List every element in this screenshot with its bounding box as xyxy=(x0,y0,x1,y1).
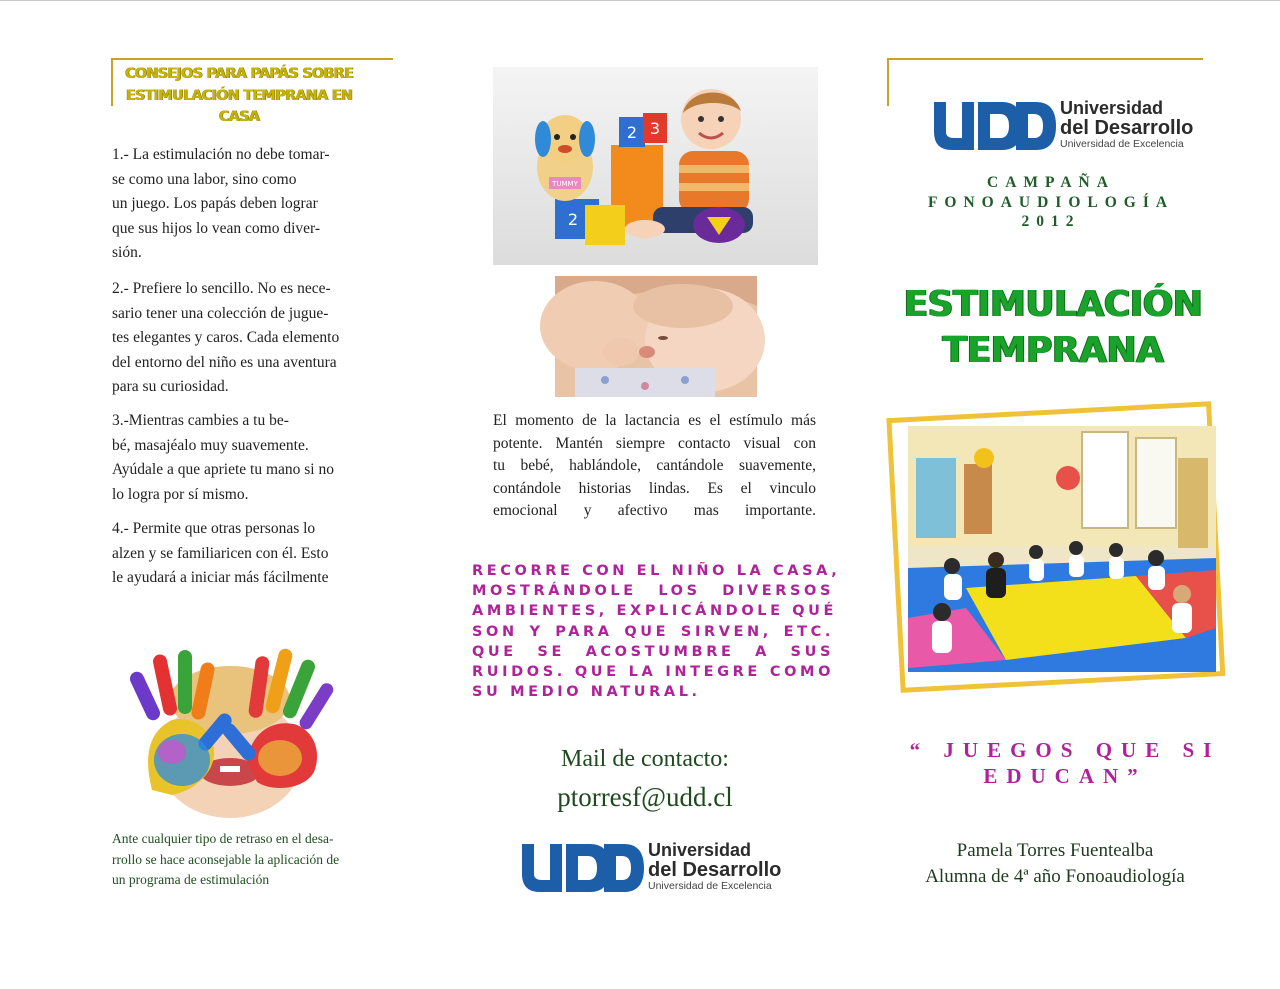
callout-line: RUIDOS. QUE LA INTEGRE COMO xyxy=(472,664,834,681)
tip-line: le ayudará a iniciar más fácilmente xyxy=(112,569,329,587)
tip-line: Ayúdale a que apriete tu mano si no xyxy=(112,461,334,479)
campaign-line: CAMPAÑA xyxy=(987,174,1115,191)
tips-heading-line: CONSEJOS PARA PAPÁS SOBRE xyxy=(124,66,354,82)
callout-line: AMBIENTES, EXPLICÁNDOLE QUÉ xyxy=(472,603,838,620)
callout-line: SU MEDIO NATURAL. xyxy=(472,684,701,701)
tip-line: sario tener una colección de jugue- xyxy=(112,304,329,322)
campaign-label xyxy=(905,173,1197,232)
tip-line: sión. xyxy=(112,244,142,262)
caption-line: un programa de estimulación xyxy=(112,872,270,887)
breastfeeding-photo xyxy=(555,276,757,397)
tip-line: 1.- La estimulación no debe tomar- xyxy=(112,146,330,163)
classroom-photo xyxy=(886,398,1228,702)
paragraph-line: tu bebé, hablándole, cantándole suavemente, xyxy=(493,457,816,475)
tip-2 xyxy=(112,277,368,400)
slogan-line: EDUCAN” xyxy=(983,764,1147,788)
slogan-line: “ JUEGOS QUE SI xyxy=(909,738,1221,762)
toy-block-number: 2 xyxy=(567,210,579,229)
tip-line: 4.- Permite que otras personas lo xyxy=(112,520,316,537)
paragraph-line: El momento de la lactancia es el estímulo más xyxy=(493,412,816,429)
tip-line: 2.- Prefiere lo sencillo. No es nece- xyxy=(112,280,331,297)
toy-tag-text: TUMMY xyxy=(552,180,578,188)
tips-heading-line: ESTIMULACIÓN TEMPRANA EN xyxy=(125,87,353,104)
udd-logo-mark xyxy=(520,838,782,894)
baby-toys-photo xyxy=(493,67,818,265)
callout-line: SON Y PARA QUE SIRVEN, ETC. xyxy=(472,623,834,640)
main-title xyxy=(880,282,1226,374)
tip-4 xyxy=(112,517,368,591)
tip-line: que sus hijos lo vean como diver- xyxy=(112,219,321,237)
tip-line: un juego. Los papás deben lograr xyxy=(112,195,318,213)
tip-line: alzen y se familiaricen con él. Esto xyxy=(112,544,329,562)
tip-line: bé, masajéalo muy suavemente. xyxy=(112,436,309,454)
paragraph-line: contándole historias lindas. Es el vinculo xyxy=(493,479,816,497)
recorre-callout xyxy=(472,561,841,702)
caption-line: rrollo se hace aconsejable la aplicación de xyxy=(112,851,340,867)
baby-toys-illustration xyxy=(493,67,818,265)
logo-line-2: del Desarrollo xyxy=(648,859,782,881)
logo-line-3: Universidad de Excelencia xyxy=(648,880,772,892)
udd-logo-bottom xyxy=(520,838,782,894)
callout-line: MOSTRÁNDOLE LOS DIVERSOS xyxy=(472,583,834,600)
caption-line: Ante cualquier tipo de retraso en el desa- xyxy=(112,831,334,846)
campaign-line: FONOAUDIOLOGÍA xyxy=(927,193,1175,211)
lactancia-paragraph xyxy=(493,410,816,523)
tip-3 xyxy=(112,409,368,507)
paragraph-line: emocional y afectivo mas importante. xyxy=(493,502,816,520)
logo-line-1: Universidad xyxy=(648,840,752,860)
udd-logo-top xyxy=(932,96,1194,152)
tip-line: 3.-Mientras cambies a tu be- xyxy=(112,412,289,429)
toy-block-number: 3 xyxy=(649,119,661,138)
tip-line: para su curiosidad. xyxy=(112,378,229,396)
mail-heading: Mail de contacto: xyxy=(561,746,729,772)
callout-line: QUE SE ACOSTUMBRE A SUS xyxy=(472,643,834,660)
painted-hands-illustration xyxy=(112,640,342,806)
author-role: Alumna de 4ª año Fonoaudiología xyxy=(925,866,1185,887)
logo-line-3: Universidad de Excelencia xyxy=(1060,138,1184,150)
tips-heading xyxy=(114,64,364,129)
top-border xyxy=(0,0,1280,1)
author-block xyxy=(905,838,1205,890)
tip-1 xyxy=(112,143,368,266)
mail-address[interactable]: ptorresf@udd.cl xyxy=(557,782,733,812)
paragraph-line: potente. Mantén siempre contacto visual con xyxy=(493,434,816,452)
logo-line-2: del Desarrollo xyxy=(1060,117,1194,139)
main-title-line: TEMPRANA xyxy=(942,330,1164,371)
tip-line: lo logra por sí mismo. xyxy=(112,485,249,503)
tips-heading-line: CASA xyxy=(218,109,260,125)
campaign-line: 2012 xyxy=(1021,213,1081,230)
classroom-illustration xyxy=(886,398,1228,702)
toy-block-number: 2 xyxy=(626,123,638,142)
delay-caption xyxy=(112,829,384,891)
breastfeeding-illustration xyxy=(555,276,757,397)
slogan xyxy=(905,737,1225,789)
logo-line-1: Universidad xyxy=(1060,98,1164,118)
painted-hands-photo xyxy=(112,640,342,806)
tip-line: tes elegantes y caros. Cada elemento xyxy=(112,329,340,347)
udd-logo-mark xyxy=(932,96,1194,152)
tip-line: del entorno del niño es una aventura xyxy=(112,353,337,371)
callout-line: RECORRE CON EL NIÑO LA CASA, xyxy=(472,563,841,579)
tip-line: se como una labor, sino como xyxy=(112,170,297,188)
author-name: Pamela Torres Fuentealba xyxy=(956,840,1154,861)
main-title-line: ESTIMULACIÓN xyxy=(903,284,1203,325)
